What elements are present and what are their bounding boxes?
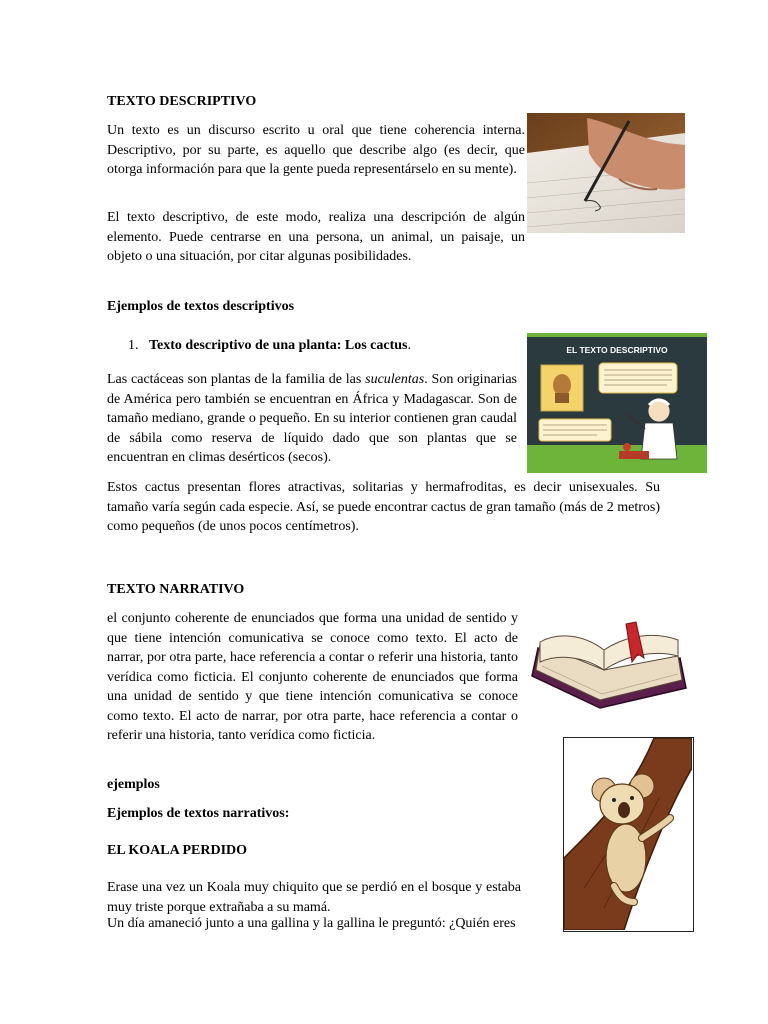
cactus-text-a: Las cactáceas son plantas de la familia de las xyxy=(107,372,366,387)
paragraph-definicion: Un texto es un discurso escrito u oral que tiene coherencia interna. Descriptivo, por su parte, es aquello que describe algo (es decir, que otorga información para que la gente pueda representárselo en su mente). xyxy=(107,123,525,177)
paragraph-cactus-1 xyxy=(107,370,517,468)
paragraph-narrativo: el conjunto coherente de enunciados que forma una unidad de sentido y que tiene intención comunicativa se conoce como texto. El acto de narrar, por otra parte, hace referencia a contar o referir una historia, tanto verídica como ficticia. El conjunto coherente de enunciados que forma una unidad de sentido y que tiene intención comunicativa se conoce como texto. El acto de narrar, por otra parte, hace referencia a contar o referir una historia, tanto verídica como ficticia. xyxy=(107,611,518,743)
list-number: 1. xyxy=(128,338,139,353)
open-book-image xyxy=(528,612,692,716)
ejemplos-label: ejemplos xyxy=(107,777,160,792)
paragraph-cactus-2: Estos cactus presentan flores atractivas, solitarias y hermafroditas, es decir unisexuales. Su tamaño varía según cada especie. Así, se puede encontrar cactus de gran tamaño (más de 2 metros) como pequeños (de unos pocos centímetros). xyxy=(107,480,660,534)
examples-narrative-heading: Ejemplos de textos narrativos: xyxy=(107,806,290,821)
section-title-narrativo: TEXTO NARRATIVO xyxy=(107,582,245,597)
hand-writing-image xyxy=(527,113,685,233)
koala-image xyxy=(563,737,694,932)
list-item-period: . xyxy=(407,338,412,353)
cactus-text-italic: suculentas xyxy=(365,372,425,387)
paragraph-descriptivo: El texto descriptivo, de este modo, realiza una descripción de algún elemento. Puede centrarse en una persona, un animal, un paisaje, un objeto o una situación, por citar algunas posibilidades. xyxy=(107,210,525,264)
list-item-title: Texto descriptivo de una planta: Los cactus xyxy=(149,338,408,353)
descriptive-slide-image xyxy=(527,333,707,473)
examples-descriptive-heading: Ejemplos de textos descriptivos xyxy=(107,299,295,314)
list-item-cactus xyxy=(128,336,411,356)
section-title-descriptivo: TEXTO DESCRIPTIVO xyxy=(107,94,257,109)
story-paragraph-1: Erase una vez un Koala muy chiquito que se perdió en el bosque y estaba muy triste porque extrañaba a su mamá. xyxy=(107,880,521,915)
cactus-text-b: . Son originarias de América pero también se encuentran en África y Madagascar. Son de tamaño mediano, grande o pequeño. En su interior contienen gran caudal de sábila como reserva de líquido dado que son plantas que se encuentran en climas desérticos (secos). xyxy=(107,372,517,465)
story-paragraph-2: Un día amaneció junto a una gallina y la gallina le preguntó: ¿Quién eres xyxy=(107,916,516,931)
story-title: EL KOALA PERDIDO xyxy=(107,843,248,858)
slide-title: EL TEXTO DESCRIPTIVO xyxy=(566,345,668,355)
